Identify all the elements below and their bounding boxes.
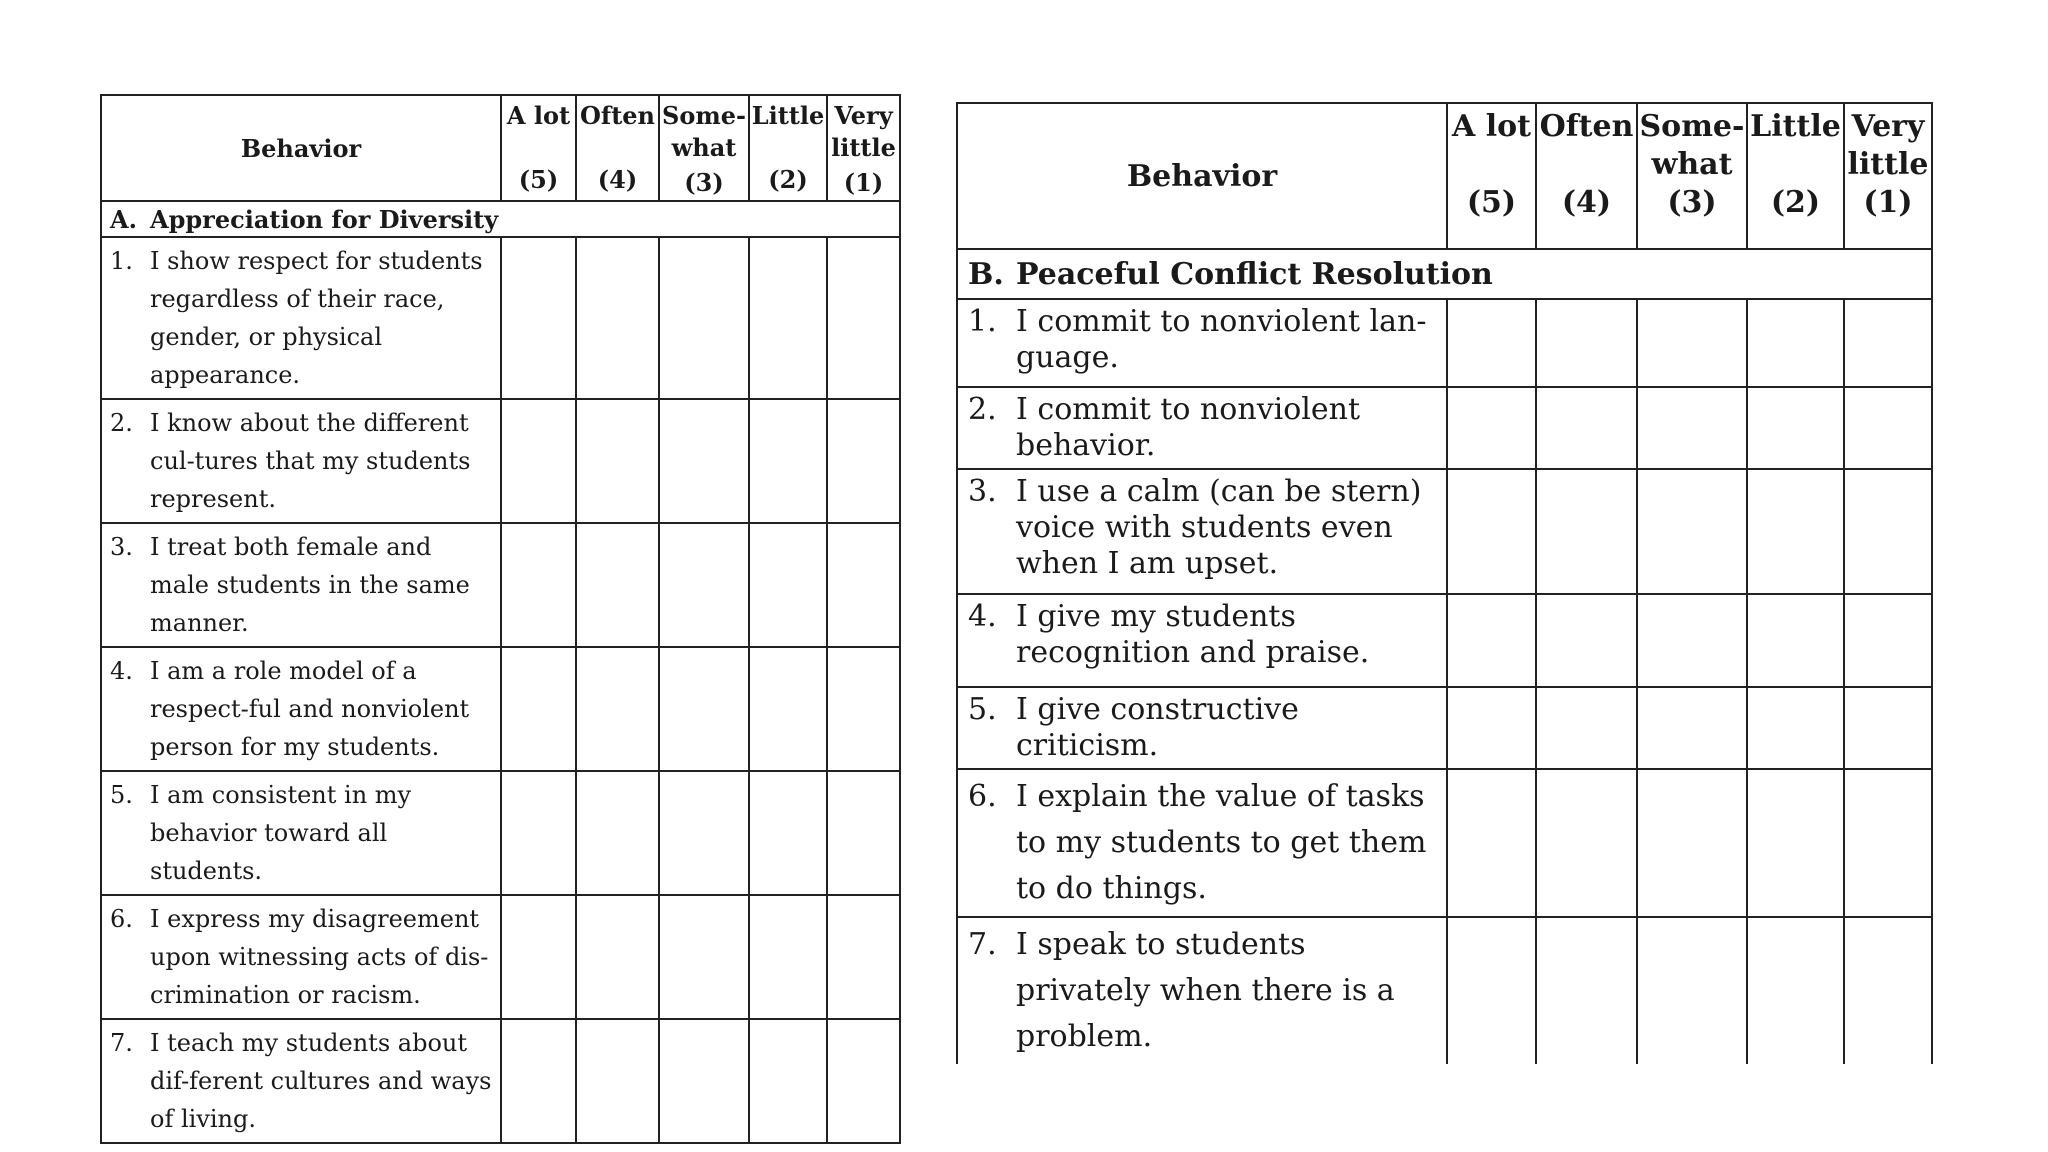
- rating-header-4: Often (4): [1536, 103, 1637, 249]
- behavior-cell: 2. I know about the different cul-tures that my students represent.: [101, 399, 501, 523]
- table-row: [957, 769, 1932, 917]
- rating-header-1: Very little (1): [1844, 103, 1932, 249]
- behavior-header: Behavior: [101, 95, 501, 201]
- behavior-cell: 2. I commit to nonviolent behavior.: [957, 387, 1447, 469]
- rating-cell-2[interactable]: [749, 647, 827, 771]
- rating-cell-5[interactable]: [501, 647, 576, 771]
- rating-cell-4[interactable]: [1536, 299, 1637, 387]
- behavior-cell: 4. I give my students recognition and praise.: [957, 594, 1447, 687]
- rating-header-5: A lot (5): [1447, 103, 1536, 249]
- behavior-cell: 7. I teach my students about dif-ferent cultures and ways of living.: [101, 1019, 501, 1143]
- rating-cell-2[interactable]: [749, 237, 827, 399]
- rating-cell-2[interactable]: [749, 399, 827, 523]
- behavior-table-a: [100, 94, 901, 1144]
- table-row: [101, 237, 900, 399]
- behavior-header: Behavior: [957, 103, 1447, 249]
- rating-cell-1[interactable]: [827, 647, 900, 771]
- behavior-cell: 7. I speak to students privately when there is a problem.: [957, 917, 1447, 1064]
- table-row: [957, 299, 1932, 387]
- rating-cell-5[interactable]: [1447, 299, 1536, 387]
- rating-header-2: Little (2): [749, 95, 827, 201]
- table-row: [957, 469, 1932, 594]
- rating-cell-1[interactable]: [1844, 387, 1932, 469]
- table-row: [957, 687, 1932, 769]
- rating-cell-4[interactable]: [576, 523, 659, 647]
- rating-cell-4[interactable]: [1536, 917, 1637, 1064]
- rating-cell-2[interactable]: [749, 771, 827, 895]
- rating-cell-4[interactable]: [1536, 469, 1637, 594]
- rating-cell-2[interactable]: [1747, 387, 1844, 469]
- rating-cell-1[interactable]: [1844, 594, 1932, 687]
- rating-cell-1[interactable]: [827, 237, 900, 399]
- rating-cell-5[interactable]: [501, 237, 576, 399]
- rating-cell-4[interactable]: [1536, 387, 1637, 469]
- rating-cell-4[interactable]: [576, 237, 659, 399]
- rating-cell-3[interactable]: [659, 399, 749, 523]
- rating-cell-4[interactable]: [1536, 594, 1637, 687]
- rating-cell-3[interactable]: [659, 895, 749, 1019]
- behavior-cell: 4. I am a role model of a respect-ful and nonviolent person for my students.: [101, 647, 501, 771]
- rating-cell-3[interactable]: [1637, 769, 1747, 917]
- behavior-cell: 6. I express my disagreement upon witnessing acts of dis-crimination or racism.: [101, 895, 501, 1019]
- rating-cell-1[interactable]: [1844, 769, 1932, 917]
- rating-cell-4[interactable]: [576, 1019, 659, 1143]
- behavior-cell: 3. I use a calm (can be stern) voice with students even when I am upset.: [957, 469, 1447, 594]
- rating-cell-1[interactable]: [827, 771, 900, 895]
- table-row: [101, 1019, 900, 1143]
- rating-cell-3[interactable]: [1637, 687, 1747, 769]
- rating-cell-2[interactable]: [1747, 917, 1844, 1064]
- rating-cell-3[interactable]: [1637, 387, 1747, 469]
- behavior-table-b: [956, 102, 1933, 1064]
- rating-cell-5[interactable]: [1447, 917, 1536, 1064]
- rating-cell-2[interactable]: [749, 1019, 827, 1143]
- rating-header-4: Often (4): [576, 95, 659, 201]
- rating-cell-4[interactable]: [1536, 769, 1637, 917]
- table-row: [101, 647, 900, 771]
- rating-cell-2[interactable]: [1747, 687, 1844, 769]
- rating-cell-3[interactable]: [659, 237, 749, 399]
- behavior-cell: 1. I commit to nonviolent lan-guage.: [957, 299, 1447, 387]
- rating-cell-3[interactable]: [1637, 299, 1747, 387]
- rating-cell-2[interactable]: [749, 523, 827, 647]
- rating-cell-3[interactable]: [659, 1019, 749, 1143]
- behavior-cell: 5. I give constructive criticism.: [957, 687, 1447, 769]
- rating-cell-5[interactable]: [501, 771, 576, 895]
- rating-cell-5[interactable]: [1447, 469, 1536, 594]
- rating-cell-2[interactable]: [749, 895, 827, 1019]
- rating-cell-5[interactable]: [501, 1019, 576, 1143]
- rating-cell-3[interactable]: [659, 647, 749, 771]
- rating-cell-1[interactable]: [1844, 917, 1932, 1064]
- table-row: [101, 399, 900, 523]
- section-row: [957, 249, 1932, 299]
- rating-header-5: A lot (5): [501, 95, 576, 201]
- rating-cell-5[interactable]: [501, 399, 576, 523]
- rating-cell-4[interactable]: [576, 647, 659, 771]
- rating-cell-5[interactable]: [501, 895, 576, 1019]
- table-row: [957, 917, 1932, 1064]
- table-row: [957, 387, 1932, 469]
- rating-cell-2[interactable]: [1747, 299, 1844, 387]
- behavior-cell: 5. I am consistent in my behavior toward all students.: [101, 771, 501, 895]
- behavior-cell: 3. I treat both female and male students in the same manner.: [101, 523, 501, 647]
- rating-cell-2[interactable]: [1747, 469, 1844, 594]
- rating-cell-5[interactable]: [1447, 769, 1536, 917]
- section-row: [101, 201, 900, 237]
- rating-cell-3[interactable]: [1637, 594, 1747, 687]
- rating-cell-1[interactable]: [827, 399, 900, 523]
- rating-cell-1[interactable]: [827, 895, 900, 1019]
- section-title: A. Appreciation for Diversity: [101, 201, 900, 237]
- rating-cell-5[interactable]: [1447, 687, 1536, 769]
- rating-cell-4[interactable]: [576, 895, 659, 1019]
- table-row: [957, 594, 1932, 687]
- rating-cell-3[interactable]: [1637, 917, 1747, 1064]
- table-header-row: [957, 103, 1932, 249]
- rating-cell-4[interactable]: [1536, 687, 1637, 769]
- rating-cell-5[interactable]: [1447, 594, 1536, 687]
- rating-cell-1[interactable]: [1844, 687, 1932, 769]
- rating-cell-3[interactable]: [659, 771, 749, 895]
- rating-cell-2[interactable]: [1747, 769, 1844, 917]
- rating-cell-5[interactable]: [1447, 387, 1536, 469]
- table-row: [101, 771, 900, 895]
- rating-header-1: Very little (1): [827, 95, 900, 201]
- rating-cell-5[interactable]: [501, 523, 576, 647]
- rating-cell-1[interactable]: [1844, 299, 1932, 387]
- rating-header-3: Some- what (3): [659, 95, 749, 201]
- rating-cell-3[interactable]: [659, 523, 749, 647]
- rating-cell-1[interactable]: [1844, 469, 1932, 594]
- section-title: B. Peaceful Conflict Resolution: [957, 249, 1932, 299]
- table-header-row: [101, 95, 900, 201]
- table-row: [101, 523, 900, 647]
- rating-cell-4[interactable]: [576, 399, 659, 523]
- rating-cell-3[interactable]: [1637, 469, 1747, 594]
- behavior-cell: 1. I show respect for students regardless of their race, gender, or physical appearance.: [101, 237, 501, 399]
- rating-cell-1[interactable]: [827, 523, 900, 647]
- rating-cell-2[interactable]: [1747, 594, 1844, 687]
- rating-header-2: Little (2): [1747, 103, 1844, 249]
- behavior-cell: 6. I explain the value of tasks to my students to get them to do things.: [957, 769, 1447, 917]
- table-row: [101, 895, 900, 1019]
- rating-header-3: Some- what (3): [1637, 103, 1747, 249]
- rating-cell-1[interactable]: [827, 1019, 900, 1143]
- rating-cell-4[interactable]: [576, 771, 659, 895]
